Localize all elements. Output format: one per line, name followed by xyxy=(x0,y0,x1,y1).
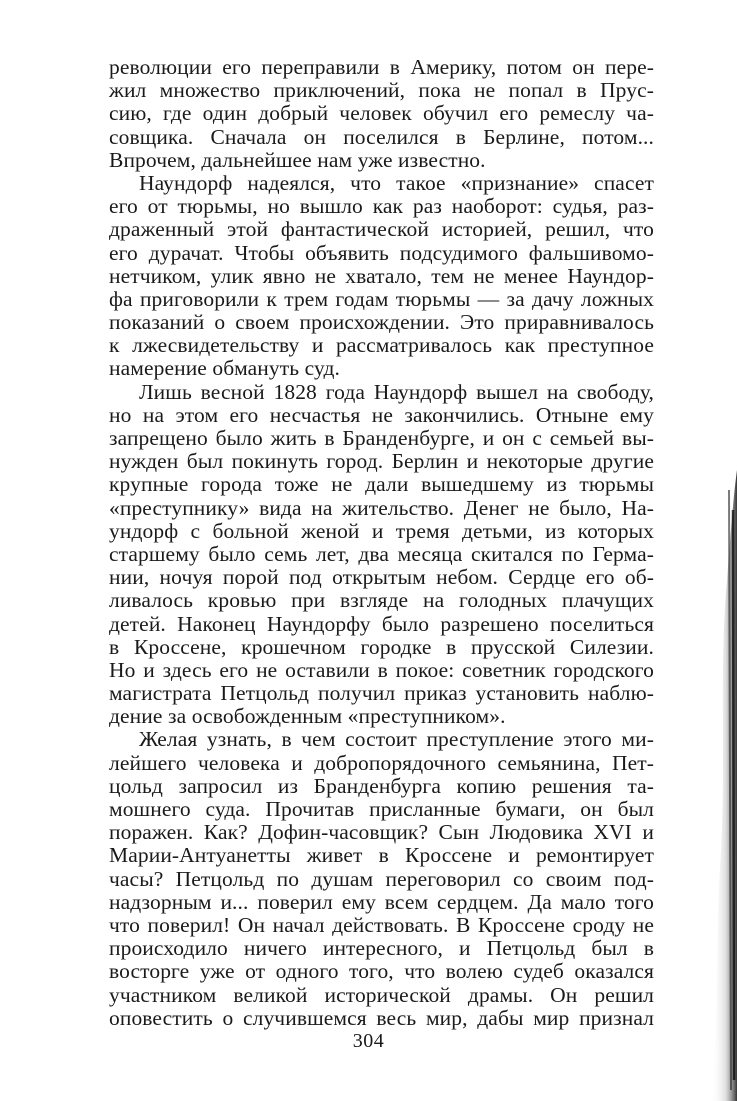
text-line: надзорным и... поверил ему всем сердцем. Да мало того xyxy=(109,889,654,914)
text-line: запрещено было жить в Бранденбурге, и он с семьей вы- xyxy=(109,426,654,450)
text-line: «преступнику» вида на жительство. Денег не было, На- xyxy=(109,495,654,520)
text-line: что поверил! Он начал действовать. В Кроссене сроду не xyxy=(109,912,654,937)
text-line: детей. Наконец Наундорфу было разрешено поселиться xyxy=(109,611,654,636)
text-line: участником великой исторической драмы. Он решил xyxy=(109,982,654,1007)
text-line: поражен. Как? Дофин-часовщик? Сын Людовика XVI и xyxy=(109,820,654,845)
text-line: намерение обмануть суд. xyxy=(109,356,340,381)
text-line: ундорф с больной женой и тремя детьми, из которых xyxy=(109,518,654,543)
text-line: цольд запросил из Бранденбурга копию решения та- xyxy=(109,773,654,798)
text-line: драженный этой фантастической историей, решил, что xyxy=(109,217,654,242)
text-line: нии, ночуя порой под открытым небом. Сердце его об- xyxy=(109,565,654,590)
text-line: к лжесвидетельству и рассматривалось как преступное xyxy=(109,333,654,358)
page-number: 304 xyxy=(352,1030,385,1052)
text-line: крупные города тоже не дали вышедшему из тюрьмы xyxy=(109,472,654,497)
text-line: происходило ничего интересного, и Петцольд был в xyxy=(109,936,654,961)
text-line: в Кроссене, крошечном городке в прусской Силезии. xyxy=(109,634,654,659)
text-line: фа приговорили к трем годам тюрьмы — за дачу ложных xyxy=(109,286,654,311)
text-line: показаний о своем происхождении. Это приравнивалось xyxy=(109,310,654,335)
text-line: жил множество приключений, пока не попал в Прус- xyxy=(109,78,654,103)
text-line: магистрата Петцольд получил приказ установить наблю- xyxy=(109,681,654,706)
text-line: Желая узнать, в чем состоит преступление этого ми- xyxy=(139,727,654,752)
text-line: оповестить о случившемся весь мир, дабы мир признал xyxy=(109,1005,654,1030)
text-line: мошнего суда. Прочитав присланные бумаги, он был xyxy=(109,797,654,821)
text-line: дение за освобожденным «преступником». xyxy=(109,704,506,729)
text-line: его дурачат. Чтобы объявить подсудимого фальшивомо- xyxy=(109,240,654,265)
text-line: Марии-Антуанетты живет в Кроссене и ремонтирует xyxy=(109,843,654,868)
text-line: часы? Петцольд по душам переговорил со своим под- xyxy=(109,866,654,891)
page-edge-shadow xyxy=(707,470,737,1101)
text-line: лейшего человека и добропорядочного семьянина, Пет- xyxy=(109,750,654,775)
text-line: Впрочем, дальнейшее нам уже известно. xyxy=(109,147,486,172)
text-line: его от тюрьмы, но вышло как раз наоборот: судья, раз- xyxy=(109,194,654,219)
text-line: старшему было семь лет, два месяца скитался по Герма- xyxy=(109,541,654,566)
text-line: нетчиком, улик явно не хватало, тем не менее Наундор- xyxy=(109,263,654,288)
text-line: совщика. Сначала он поселился в Берлине, потом... xyxy=(109,124,654,149)
text-line: восторге уже от одного того, что волею судеб оказался xyxy=(109,959,654,984)
text-line: Наундорф надеялся, что такое «признание» спасет xyxy=(139,170,654,195)
body-text xyxy=(109,56,654,1030)
text-line: революции его переправили в Америку, потом он пере- xyxy=(109,55,654,79)
text-line: ливалось кровью при взгляде на голодных плачущих xyxy=(109,588,654,613)
text-line: нужден был покинуть город. Берлин и некоторые другие xyxy=(109,449,654,474)
text-line: Но и здесь его не оставили в покое: советник городского xyxy=(109,657,654,682)
text-line: сию, где один добрый человек обучил его ремеслу ча- xyxy=(109,101,654,126)
text-line: но на этом его несчастья не закончились. Отныне ему xyxy=(109,402,654,427)
text-line: Лишь весной 1828 года Наундорф вышел на свободу, xyxy=(139,379,654,404)
